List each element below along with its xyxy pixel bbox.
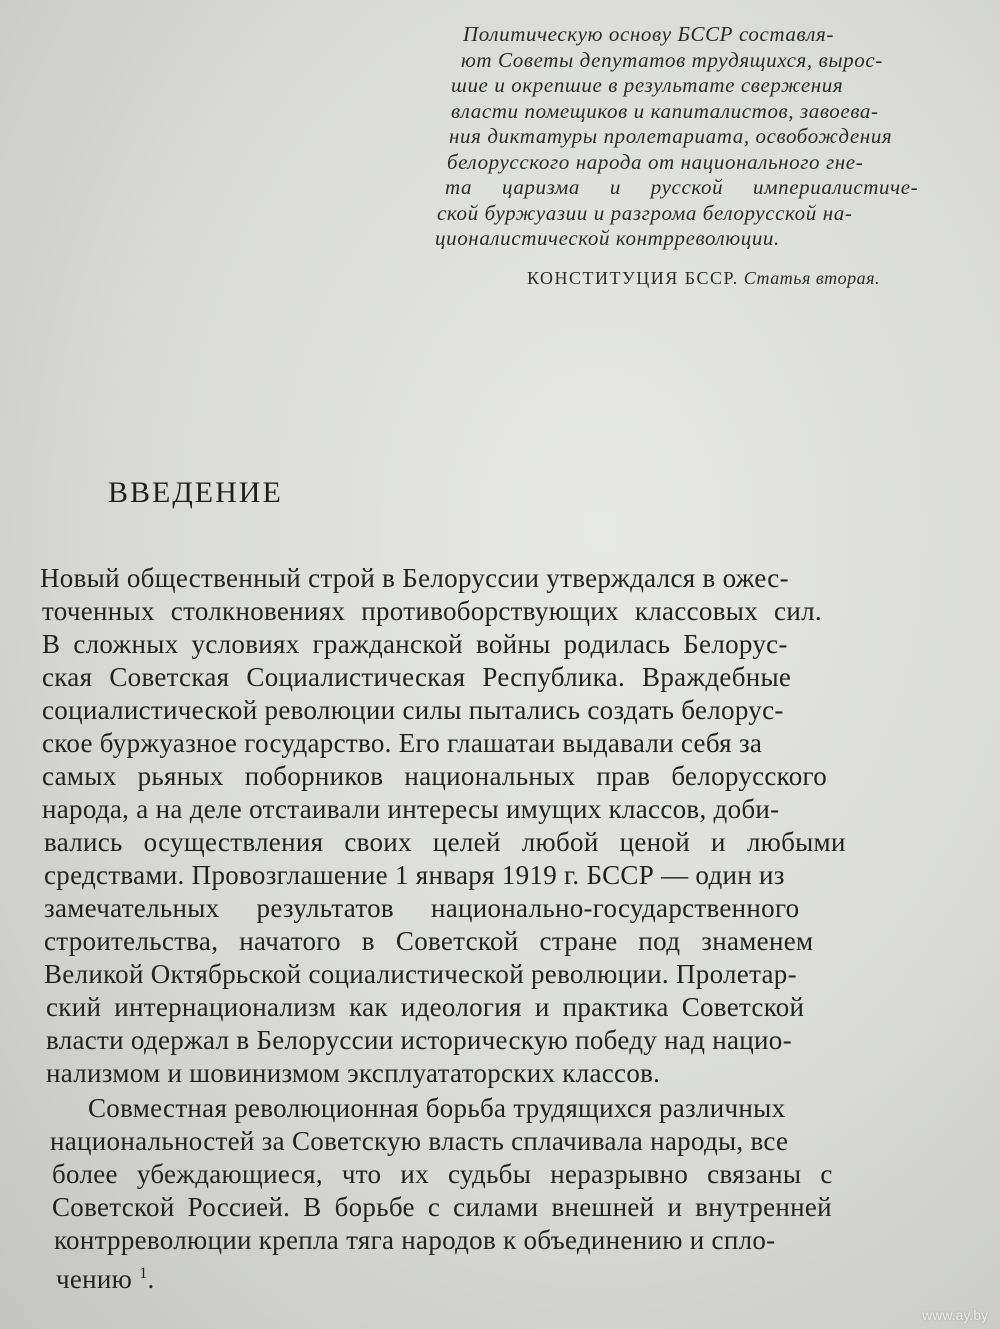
text-line: контрреволюции крепла тяга народов к объединению и спло-	[54, 1225, 776, 1255]
text-line: замечательных результатов национально-государственного	[44, 893, 800, 923]
text-line: Совместная революционная борьба трудящихся различных	[88, 1093, 786, 1123]
text-line: социалистической революции силы пытались создать белорус-	[42, 695, 784, 725]
epigraph-line: ской буржуазии и разгрома белорусской на-	[437, 200, 853, 225]
text-line: В сложных условиях гражданской войны родилась Белорус-	[42, 629, 788, 659]
text-line: национальностей за Советскую власть сплачивала народы, все	[50, 1126, 789, 1156]
epigraph	[415, 22, 975, 252]
watermark-text: www.ay.by	[922, 1307, 988, 1323]
text-line: власти одержал в Белоруссии историческую победу над нацио-	[46, 1025, 792, 1055]
text-line: ский интернационализм как идеология и практика Советской	[46, 992, 805, 1022]
epigraph-line: власти помещиков и капиталистов, завоева-	[451, 98, 879, 123]
text-line: самых рьяных поборников национальных прав белорусского	[42, 761, 828, 791]
text-line: чению $^1$.	[56, 1264, 155, 1294]
epigraph-line: ния диктатуры пролетариата, освобождения	[449, 124, 893, 148]
text-line-content: чению	[56, 1264, 133, 1294]
text-line: нализмом и шовинизмом эксплуататорских классов.	[46, 1058, 661, 1088]
text-line: средствами. Провозглашение 1 января 1919 г. БССР — один из	[44, 860, 785, 890]
text-line: точенных столкновениях противоборствующих классовых сил.	[42, 596, 822, 626]
footnote-marker: 1	[139, 1265, 148, 1282]
text-line: строительства, начатого в Советской стране под знаменем	[44, 926, 814, 956]
epigraph-line: та царизма и русской империалистиче-	[445, 175, 919, 199]
text-line: более убеждающиеся, что их судьбы неразрывно связаны с	[52, 1159, 833, 1189]
text-line: ское буржуазное государство. Его глашатаи выдавали себя за	[42, 728, 763, 758]
text-line: Советской Россией. В борьбе с силами внешней и внутренней	[52, 1192, 832, 1222]
text-line: Новый общественный строй в Белоруссии утверждался в ожес-	[40, 563, 789, 593]
epigraph-line: ционалистической контрреволюции.	[435, 226, 780, 250]
text-line: ская Советская Социалистическая Республика. Враждебные	[42, 662, 792, 692]
text-line: Великой Октябрьской социалистической революции. Пролетар-	[44, 959, 797, 989]
text-line: вались осуществления своих целей любой ценой и любыми	[44, 827, 846, 857]
epigraph-source	[527, 268, 880, 289]
chapter-heading: ВВЕДЕНИЕ	[108, 476, 283, 509]
text-line: народа, а на деле отстаивали интересы имущих классов, доби-	[42, 794, 780, 824]
epigraph-line: шие и окрепшие в результате свержения	[451, 73, 844, 97]
epigraph-source-article: Статья вторая.	[743, 268, 881, 288]
epigraph-line: ют Советы депутатов трудящихся, вырос-	[461, 47, 883, 72]
epigraph-line: белорусского народа от национального гне-	[447, 149, 864, 174]
epigraph-line: Политическую основу БССР составля-	[463, 22, 834, 46]
epigraph-source-title: КОНСТИТУЦИЯ БССР.	[527, 268, 739, 288]
